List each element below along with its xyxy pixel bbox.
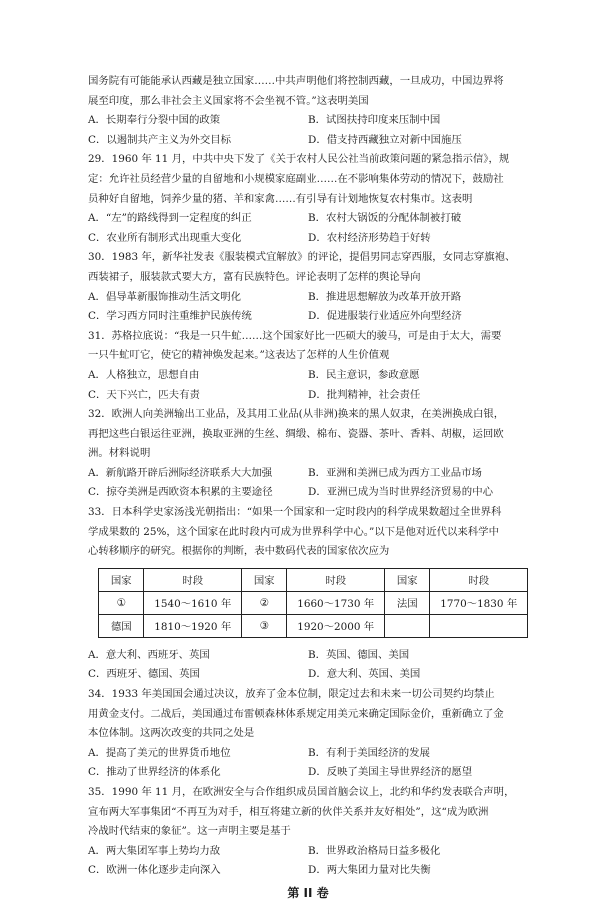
table-cell: ② [241,591,286,614]
table-header: 时段 [144,568,242,591]
q35-stem: 35．1990 年 11 月，在欧洲安全与合作组织成员国首脑会议上，北约和华约发表联合声明， [88,786,515,798]
q31-options [88,386,528,406]
option-c: C．西班牙、德国、英国 [88,668,200,681]
table-header: 时段 [430,568,528,591]
option-c: C．掠夺美洲是西欧资本积累的主要途径 [88,486,273,499]
table-cell: 1920～2000 年 [287,614,385,637]
q32-stem: 再把这些白银运往亚洲，换取亚洲的生丝、绸缎、棉布、瓷器、茶叶、香料、胡椒，运回欧 [88,427,504,440]
option-a: A．新航路开辟后洲际经济联系大大加强 [88,466,273,479]
q29-stem: 定：允许社员经营少量的自留地和小规模家庭副业……在不影响集体劳动的情况下，鼓励社 [88,172,504,185]
q34-options [88,744,528,764]
option-d: D．农村经济形势趋于好转 [308,231,431,244]
table-cell: 1660～1730 年 [287,591,385,614]
q35-options [88,842,528,862]
q31-options [88,366,528,386]
intro-line: 国务院有可能能承认西藏是独立国家……中共声明他们将控制西藏，一旦成功，中国边界将 [88,75,504,87]
q28-options [88,111,528,131]
q30-stem: 西装裙子，服装款式要大方，富有民族特色。评论表明了怎样的舆论导向 [88,270,421,283]
section-title: 第 II 卷 [287,885,329,900]
option-b: B．英国、德国、美国 [308,648,410,661]
option-c: C．推动了世界经济的体系化 [88,766,221,779]
option-a: A．“左”的路线得到一定程度的纠正 [88,212,252,225]
q34-stem: 用黄金支付。二战后，美国通过布雷顿森林体系规定用美元来确定国际金价，重新确立了金 [88,707,504,720]
option-a: A．人格独立，思想自由 [88,368,200,381]
table-cell [430,614,528,637]
table-cell: 1540～1610 年 [144,591,242,614]
table-cell [384,614,429,637]
q32-stem: 洲。材料说明 [88,447,151,460]
option-b: B．世界政治格局日益多极化 [308,844,441,857]
option-d: D．意大利、英国、美国 [308,668,421,681]
q35-stem: 冷战时代结束的象征”。这一声明主要是基于 [88,825,291,838]
option-a: A．意大利、西班牙、英国 [88,648,210,661]
q29-stem: 29．1960 年 11 月，中共中央下发了《关于农村人民公社当前政策问题的紧急指示信》，规 [88,153,510,166]
option-d: D．借支持西藏独立对新中国施压 [308,133,462,146]
option-c: C．以遏制共产主义为外交目标 [88,133,232,146]
option-b: B．亚洲和美洲已成为西方工业品市场 [308,466,482,479]
option-b: B．有利于美国经济的发展 [308,746,430,759]
q33-stem: 学成果数的 25%，这个国家在此时段内可成为世界科学中心。”以下是他对近代以来科学中 [88,525,499,538]
q29-stem: 员种好自留地，饲养少量的猪、羊和家禽……有引导有计划地恢复农村集市。这表明 [88,192,473,205]
q31-stem: 一只牛虻叮它，使它的精神焕发起来。”这表达了怎样的人生价值观 [88,349,390,362]
option-a: A．两大集团军事上势均力敌 [88,844,221,857]
option-b: B．民主意识，参政意愿 [308,368,420,381]
q30-options [88,307,528,327]
q29-options [88,229,528,249]
q33-options [88,646,528,666]
q30-stem: 30．1983 年，新华社发表《服装模式宜解放》的评论，提倡男同志穿西服，女同志穿旗袍、 [88,251,516,264]
science-center-table [98,568,528,638]
option-b: B．推进思想解放为改革开放开路 [308,290,462,303]
table-header: 国家 [99,568,144,591]
q28-options [88,131,528,151]
table-header: 国家 [241,568,286,591]
q34-stem: 34．1933 年美国国会通过决议，放弃了金本位制，限定过去和未来一切公司契约均禁止 [88,688,495,701]
table-cell: ③ [241,614,286,637]
q32-stem: 32．欧洲人向美洲输出工业品，及其用工业品(从非洲)换来的黑人奴隶，在美洲换成白银， [88,408,505,421]
table-row [99,614,528,637]
q35-options [88,861,528,881]
table-cell: ① [99,591,144,614]
q32-options [88,464,528,484]
q30-options [88,288,528,308]
q32-options [88,483,528,503]
q29-options [88,209,528,229]
table-cell: 德国 [99,614,144,637]
q33-stem: 33．日本科学史家汤浅光朝指出：“如果一个国家和一定时段内的科学成果数超过全世界科 [88,506,502,519]
table-header: 时段 [287,568,385,591]
option-b: B．农村大锅饭的分配体制被打破 [308,212,462,225]
option-a: A．倡导革新服饰推动生活文明化 [88,290,241,303]
intro-line: 展至印度，那么非社会主义国家将不会坐视不管。”这表明美国 [88,94,369,107]
q34-options [88,763,528,783]
table-header: 国家 [384,568,429,591]
q33-options [88,665,528,685]
q34-stem: 本位体制。这两次改变的共同之处是 [88,727,255,740]
option-d: D．反映了美国主导世界经济的愿望 [308,766,473,779]
option-a: A．提高了美元的世界货币地位 [88,746,231,759]
option-c: C．天下兴亡，匹夫有责 [88,388,200,401]
table-cell: 1810～1920 年 [144,614,242,637]
option-a: A．长期奉行分裂中国的政策 [88,114,221,127]
option-c: C．欧洲一体化逐步走向深入 [88,864,221,877]
exam-page [88,72,528,903]
q31-stem: 31．苏格拉底说：“我是一只牛虻……这个国家好比一匹硕大的骏马，可是由于太大，需要 [88,329,502,342]
q35-stem: 宣布两大军事集团“不再互为对手，相互将建立新的伙伴关系并友好相处”，这“成为欧洲 [88,805,489,818]
option-d: D．促进服装行业适应外向型经济 [308,310,462,323]
table-cell: 法国 [384,591,429,614]
option-d: D．两大集团力量对比失衡 [308,864,431,877]
option-c: C．学习西方同时注重维护民族传统 [88,310,252,323]
table-row [99,591,528,614]
option-d: D．亚洲已成为当时世界经济贸易的中心 [308,486,493,499]
option-c: C．农业所有制形式出现重大变化 [88,231,242,244]
table-header-row [99,568,528,591]
q33-stem: 心转移顺序的研究。根据你的判断，表中数码代表的国家依次应为 [88,545,390,558]
option-b: B．试图扶持印度来压制中国 [308,114,441,127]
table-cell: 1770～1830 年 [430,591,528,614]
option-d: D．批判精神，社会责任 [308,388,421,401]
